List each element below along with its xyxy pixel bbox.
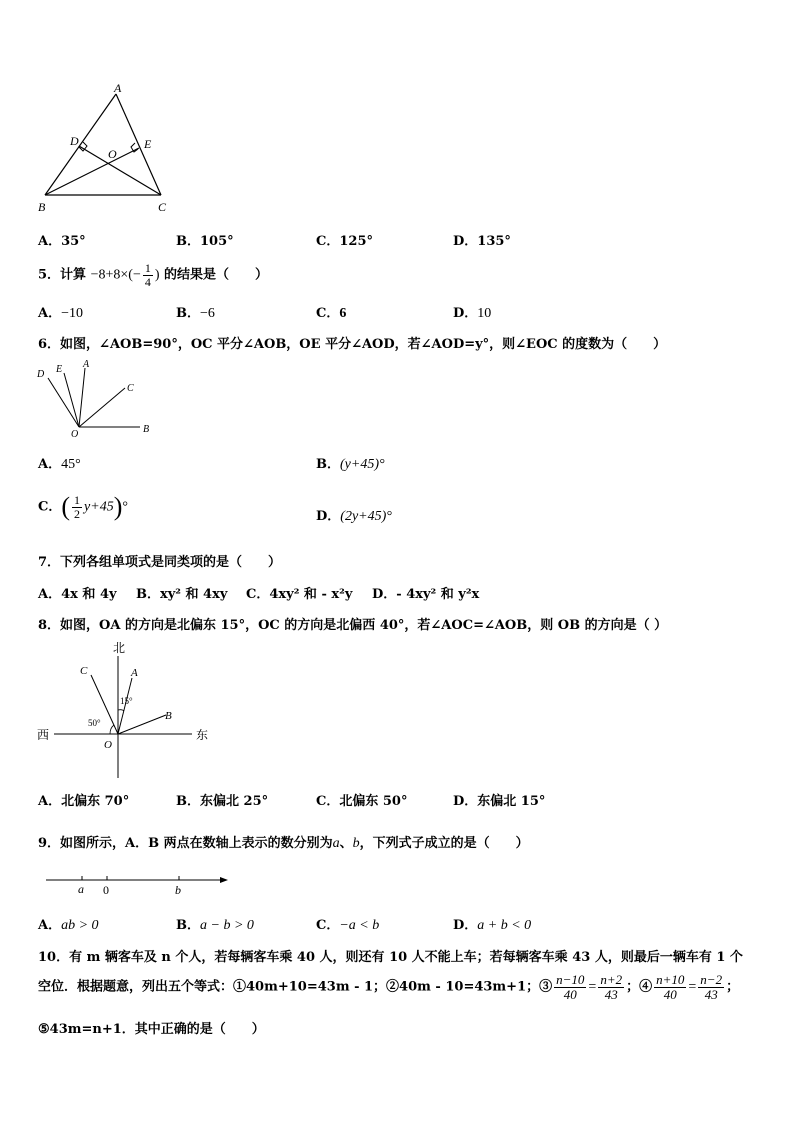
option-text: −6 xyxy=(200,306,215,321)
q9-text: 如图所示，A．B 两点在数轴上表示的数分别为 xyxy=(60,836,333,851)
ray-od xyxy=(48,378,79,427)
option-text: a − b > 0 xyxy=(200,918,254,933)
q6-angle-figure xyxy=(30,356,160,441)
q9-option-d[interactable] xyxy=(453,914,531,934)
q7-stem xyxy=(38,551,281,570)
option-letter: A． xyxy=(38,794,62,809)
fraction-denominator: 43 xyxy=(604,986,618,1002)
q8-direction-figure xyxy=(34,638,224,783)
q5-prefix: 计算 xyxy=(60,267,87,283)
label-angle-15: 15° xyxy=(120,696,133,706)
equals-sign: = xyxy=(588,979,597,995)
option-text: a + b < 0 xyxy=(477,918,532,933)
axis-arrow xyxy=(220,877,228,883)
option-text: 东偏北 15° xyxy=(477,794,546,809)
q9-stem xyxy=(38,832,529,852)
label-west: 西 xyxy=(37,728,50,742)
q6-stem xyxy=(38,333,666,352)
option-text: 105° xyxy=(200,234,234,249)
q6-option-c-fraction xyxy=(72,494,82,520)
option-letter: A． xyxy=(38,306,62,321)
segment-cd xyxy=(79,146,161,195)
label-a: A xyxy=(83,359,90,370)
option-letter: A． xyxy=(38,587,62,602)
option-text: 4x 和 4y xyxy=(61,587,117,602)
ray-oa xyxy=(79,368,85,427)
option-text: 10 xyxy=(477,306,492,321)
label-o: O xyxy=(108,147,117,161)
label-east: 东 xyxy=(196,728,209,742)
fraction-denominator: 2 xyxy=(74,506,81,521)
option-letter: D． xyxy=(316,509,341,524)
variable-a: a xyxy=(332,836,340,851)
fraction-numerator: 1 xyxy=(74,492,81,507)
q8-text: 如图，OA 的方向是北偏东 15°，OC 的方向是北偏西 40°，若∠AOC=∠AOB，则 OB 的方向是（ ） xyxy=(60,618,668,633)
label-a: A xyxy=(131,667,138,679)
q5-stem xyxy=(38,262,268,288)
option-letter: C． xyxy=(316,918,340,933)
angle-arc-15 xyxy=(118,710,124,711)
q8-option-a[interactable] xyxy=(38,790,129,809)
q8-option-c[interactable] xyxy=(316,790,407,809)
fraction-denominator: 43 xyxy=(704,986,718,1002)
ray-ob xyxy=(118,715,166,734)
q4-option-b[interactable] xyxy=(176,230,234,249)
q7-option-c[interactable] xyxy=(246,583,352,602)
q9-text-end: ，下列式子成立的是（ ） xyxy=(359,836,529,851)
segment-be xyxy=(45,148,139,195)
separator: ；④ xyxy=(626,979,653,995)
question-number: 5． xyxy=(38,267,61,283)
fraction-denominator: 40 xyxy=(563,986,577,1002)
option-text: (y+45)° xyxy=(340,457,385,472)
q6-option-b[interactable] xyxy=(316,453,385,473)
label-b: B xyxy=(143,424,150,435)
option-letter: A． xyxy=(38,234,62,249)
label-e: E xyxy=(144,137,152,151)
eq4-left-fraction xyxy=(654,973,686,1001)
question-number: 7． xyxy=(38,555,61,570)
option-letter: D． xyxy=(453,918,478,933)
q10-line-1: 10．有 m 辆客车及 n 个人，若每辆客车乘 40 人，则还有 10 人不能上车；若每辆客车乘 43 人，则最后一辆车有 1 个 xyxy=(38,950,743,965)
side-ac xyxy=(116,94,161,195)
label-e: E xyxy=(56,364,63,375)
label-d: D xyxy=(70,134,79,148)
option-text: ab > 0 xyxy=(61,918,99,933)
option-text: 北偏东 50° xyxy=(339,794,408,809)
label-a: A xyxy=(114,81,122,95)
fraction-denominator: 4 xyxy=(144,274,151,289)
question-number: 9． xyxy=(38,836,61,851)
option-letter: D． xyxy=(453,234,478,249)
label-b: B xyxy=(38,200,46,214)
fraction-numerator: n+2 xyxy=(600,972,623,987)
separator: 、 xyxy=(339,836,353,851)
option-letter: A． xyxy=(38,918,62,933)
option-text: 125° xyxy=(339,234,373,249)
option-text: 135° xyxy=(477,234,511,249)
q7-option-d[interactable] xyxy=(372,583,479,602)
option-text: 35° xyxy=(61,234,86,249)
q5-expression: −8+8×(− xyxy=(90,267,141,283)
q5-fraction xyxy=(143,262,153,288)
option-text: 45° xyxy=(61,457,81,472)
q6-text: 如图，∠AOB=90°，OC 平分∠AOB，OE 平分∠AOD，若∠AOD=y°，则∠EOC 的度数为（ ） xyxy=(60,337,667,352)
option-text: (2y+45)° xyxy=(340,509,392,524)
q6-option-a[interactable] xyxy=(38,453,81,473)
axis-label-b: b xyxy=(175,883,181,897)
label-c: C xyxy=(80,665,88,677)
q6-option-d[interactable] xyxy=(316,505,392,525)
q9-number-line xyxy=(40,868,235,900)
option-letter: B． xyxy=(176,306,200,321)
equals-sign: = xyxy=(688,979,697,995)
q4-option-c[interactable] xyxy=(316,230,373,249)
option-letter: B． xyxy=(176,918,200,933)
option-text: 6 xyxy=(339,306,347,321)
option-letter: C． xyxy=(316,234,340,249)
option-text: 4xy² 和 - x²y xyxy=(269,587,353,602)
q8-stem xyxy=(38,614,667,633)
q9-option-a[interactable] xyxy=(38,914,99,934)
option-letter: B． xyxy=(136,587,160,602)
option-letter: C． xyxy=(246,587,270,602)
ray-oc xyxy=(79,388,125,427)
q9-option-b[interactable] xyxy=(176,914,254,934)
option-letter: D． xyxy=(453,306,478,321)
label-north: 北 xyxy=(113,641,126,655)
q5-option-c[interactable] xyxy=(316,302,346,322)
q5-option-b[interactable] xyxy=(176,302,215,322)
ray-oe xyxy=(64,373,79,427)
q10-line-3: ⑤43m=n+1．其中正确的是（ ） xyxy=(38,1022,265,1037)
q10-text: 空位．根据题意，列出五个等式：①40m+10=43m - 1；②40m - 10=43m+1；③ xyxy=(38,979,553,995)
q5-suffix: 的结果是（ ） xyxy=(164,267,269,283)
fraction-numerator: 1 xyxy=(144,261,151,275)
q8-option-b[interactable] xyxy=(176,790,268,809)
q5-expression-end: ) xyxy=(154,267,160,283)
axis-label-zero: 0 xyxy=(103,883,109,897)
separator: ； xyxy=(726,979,740,995)
option-letter: C． xyxy=(316,794,340,809)
q5-option-a[interactable] xyxy=(38,302,83,322)
fraction-denominator: 40 xyxy=(663,986,677,1002)
option-letter: D． xyxy=(453,794,478,809)
q10-line-2 xyxy=(38,973,739,1001)
label-b: B xyxy=(165,710,172,722)
option-letter: B． xyxy=(176,794,200,809)
option-text: 北偏东 70° xyxy=(61,794,130,809)
angle-arc-50 xyxy=(110,725,114,734)
q4-option-a[interactable] xyxy=(38,230,86,249)
q7-option-b[interactable] xyxy=(136,583,227,602)
option-text: 东偏北 25° xyxy=(200,794,269,809)
eq3-left-fraction xyxy=(554,973,586,1001)
fraction-numerator: n+10 xyxy=(656,972,685,987)
q6-option-c[interactable]: C．( $\frac{1}{2}$ y+45)° xyxy=(38,492,128,521)
variable-b: b xyxy=(352,836,360,851)
eq3-right-fraction xyxy=(598,973,624,1001)
fraction-numerator: n−10 xyxy=(556,972,585,987)
q8-option-d[interactable] xyxy=(453,790,545,809)
label-o: O xyxy=(104,739,112,751)
q7-option-a[interactable] xyxy=(38,583,117,602)
option-text: −a < b xyxy=(339,918,380,933)
option-letter: A． xyxy=(38,457,62,472)
q7-text: 下列各组单项式是同类项的是（ ） xyxy=(60,555,282,570)
label-angle-50: 50° xyxy=(88,718,101,728)
eq4-right-fraction xyxy=(698,973,724,1001)
label-o: O xyxy=(71,429,79,440)
label-c: C xyxy=(158,200,167,214)
ray-oa xyxy=(118,678,132,734)
axis-label-a: a xyxy=(78,882,84,896)
option-text: xy² 和 4xy xyxy=(160,587,228,602)
option-letter: C． xyxy=(38,499,62,515)
option-letter: D． xyxy=(372,587,397,602)
question-number: 6． xyxy=(38,337,61,352)
q4-option-d[interactable] xyxy=(453,230,511,249)
option-letter: B． xyxy=(316,457,340,472)
label-d: D xyxy=(37,369,45,380)
option-text: −10 xyxy=(61,306,83,321)
q5-option-d[interactable] xyxy=(453,302,491,322)
label-c: C xyxy=(127,383,134,394)
triangle-figure xyxy=(30,80,190,220)
q9-option-c[interactable] xyxy=(316,914,379,934)
option-letter: B． xyxy=(176,234,200,249)
option-letter: C． xyxy=(316,306,340,321)
fraction-numerator: n−2 xyxy=(700,972,723,987)
option-text: y+45 xyxy=(84,499,114,515)
option-text: - 4xy² 和 y²x xyxy=(396,587,480,602)
side-ab xyxy=(45,94,116,195)
degree-unit: ° xyxy=(122,499,128,515)
question-number: 8． xyxy=(38,618,61,633)
